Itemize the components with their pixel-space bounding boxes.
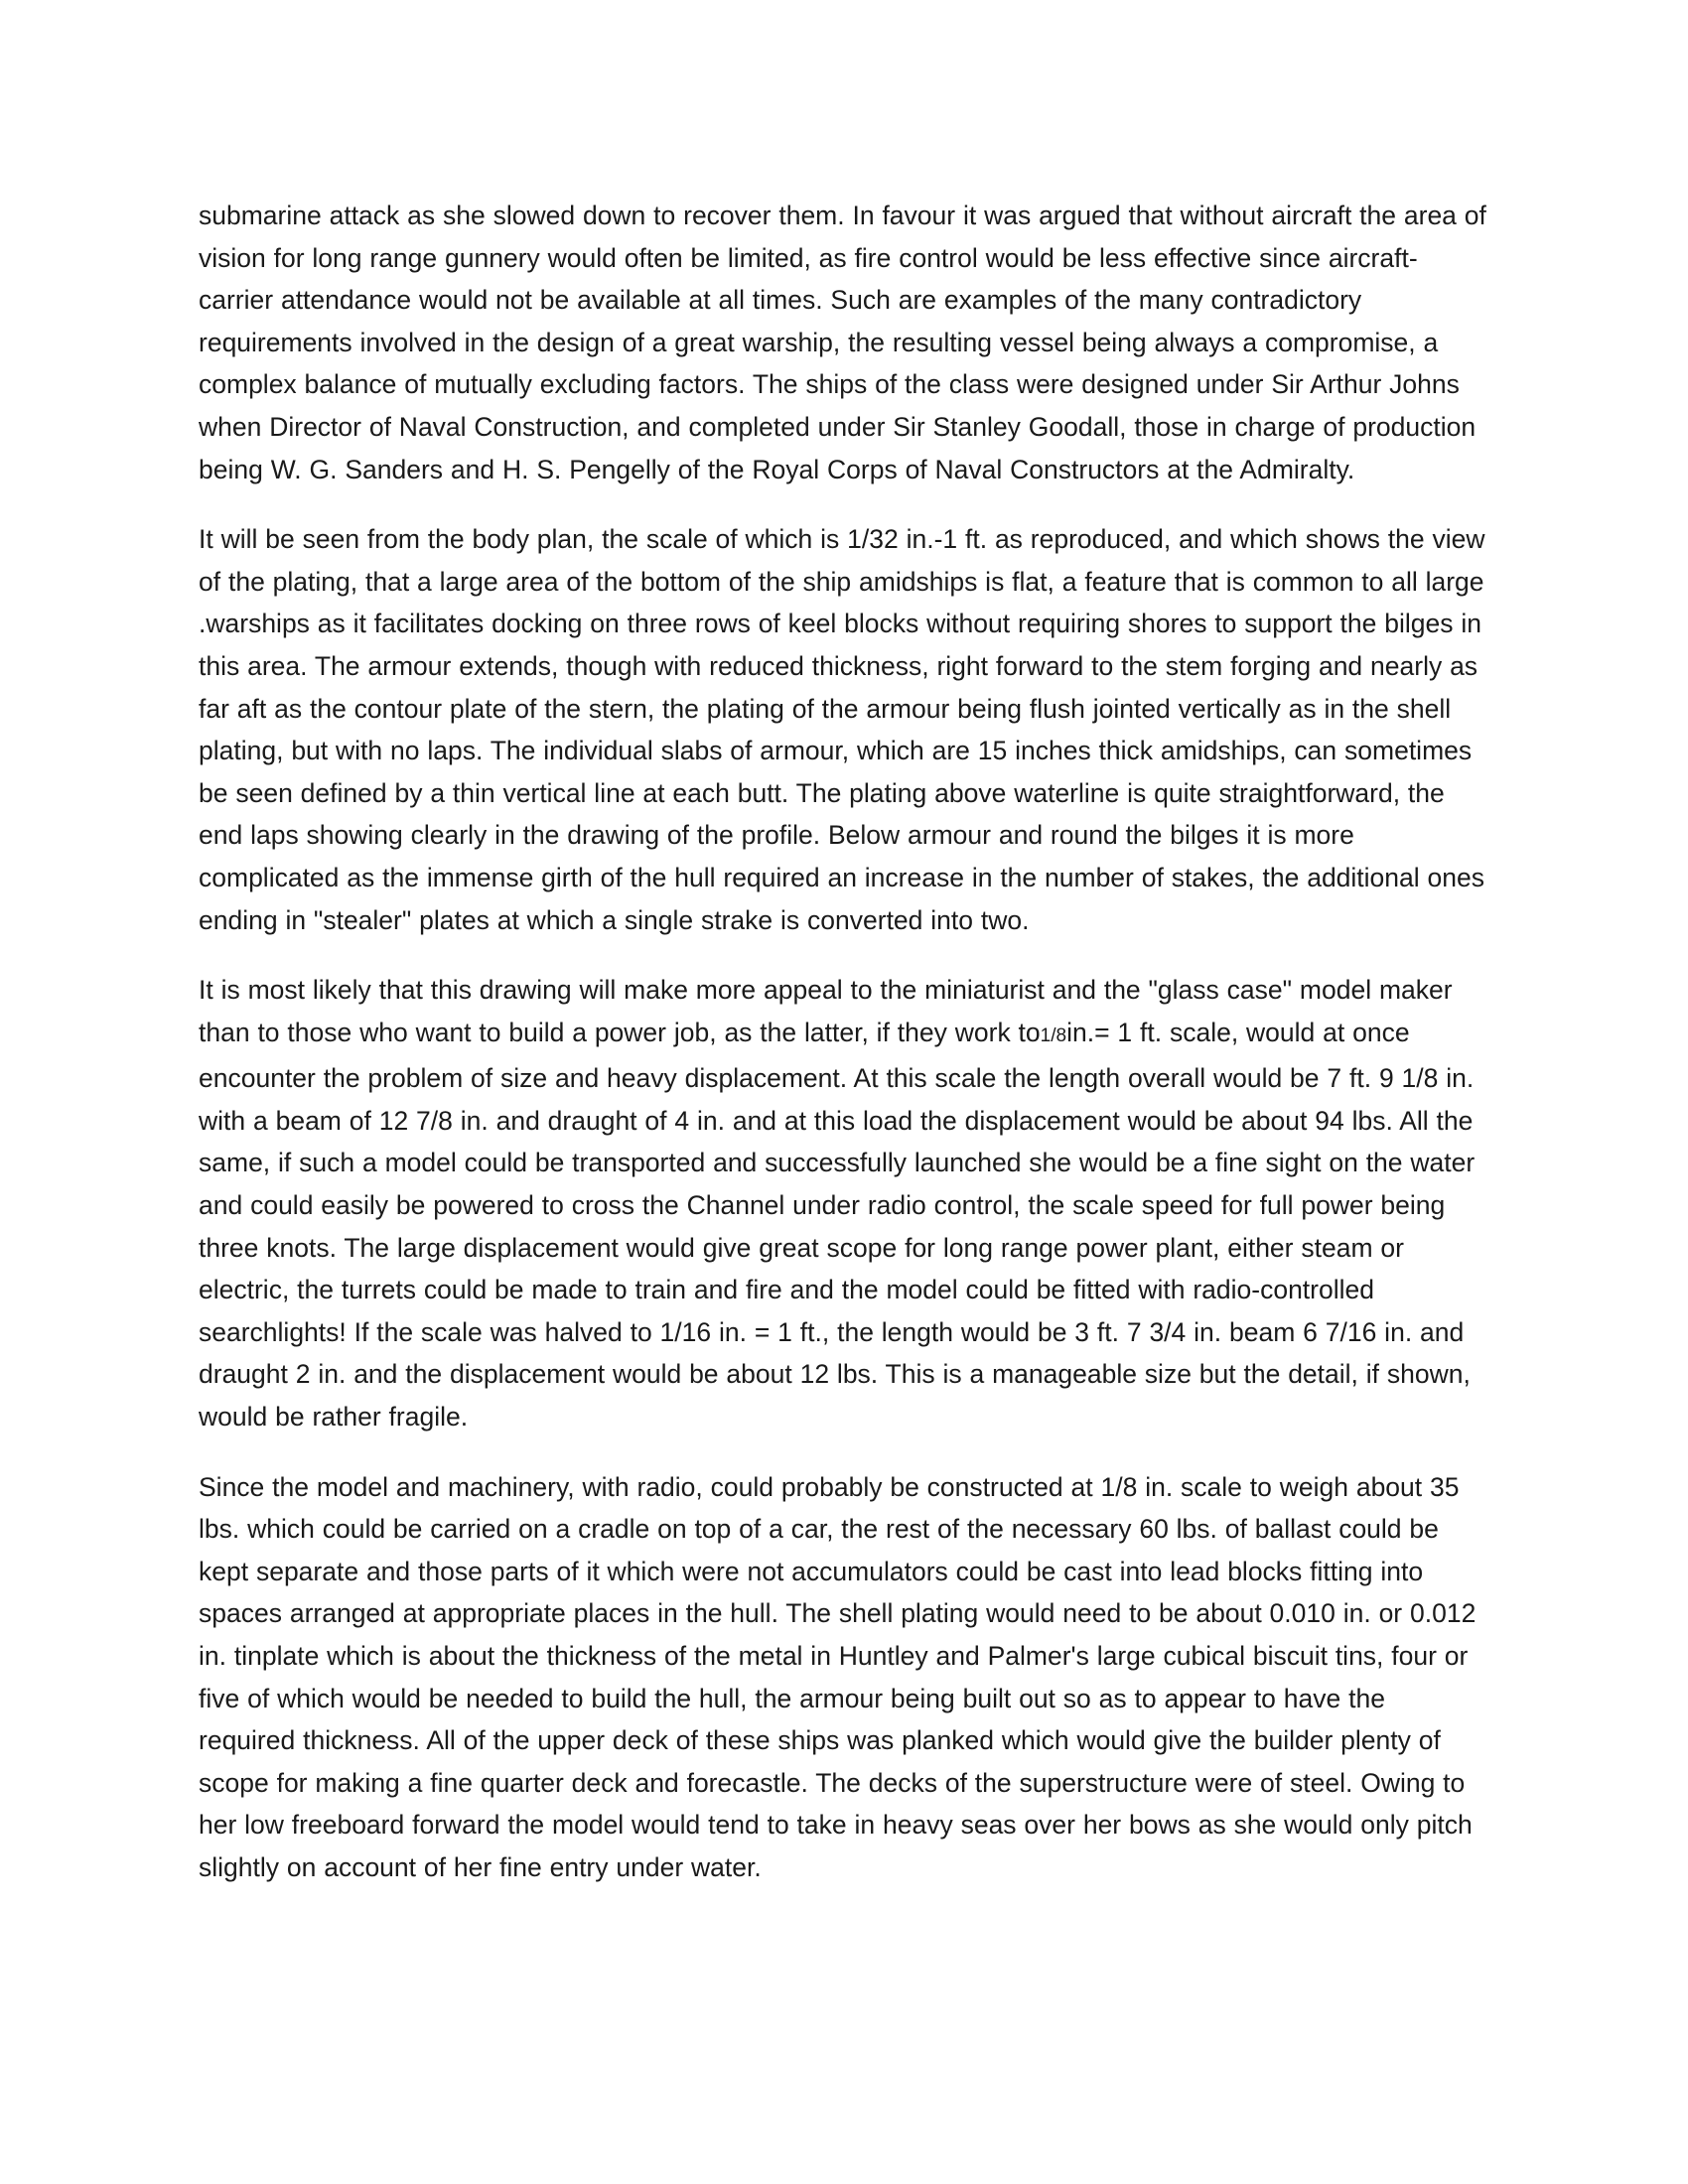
paragraph-3-text-after: in.= 1 ft. scale, would at once encounter the problem of size and heavy displacement. At this scale the length overall would be 7 ft. 9 1/8 in. with a beam of 12 7/8 in. and draught of 4 in. and at this load the displacement would be about 94 lbs. All the same, if such a model could be transported and successfully launched she would be a fine sight on the water and could easily be powered to cross the Channel under radio control, the scale speed for full power being three knots. The large displacement would give great scope for long range power plant, either steam or electric, the turrets could be made to train and fire and the model could be fitted with radio-controlled searchlights! If the scale was halved to 1/16 in. = 1 ft., the length would be 3 ft. 7 3/4 in. beam 6 7/16 in. and draught 2 in. and the displacement would be about 12 lbs. This is a manageable size but the detail, if shown, would be rather fragile. [199, 1017, 1476, 1433]
paragraph-4: Since the model and machinery, with radio, could probably be constructed at 1/8 in. scale to weigh about 35 lbs. which could be carried on a cradle on top of a car, the rest of the necessary 60 lbs. of ballast could be kept separate and those parts of it which were not accumulators could be cast into lead blocks fitting into spaces arranged at appropriate places in the hull. The shell plating would need to be about 0.010 in. or 0.012 in. tinplate which is about the thickness of the metal in Huntley and Palmer's large cubical biscuit tins, four or five of which would be needed to build the hull, the armour being built out so as to appear to have the required thickness. All of the upper deck of these ships was planked which would give the builder plenty of scope for making a fine quarter deck and forecastle. The decks of the superstructure were of steel. Owing to her low freeboard forward the model would tend to take in heavy seas over her bows as she would only pitch slightly on account of her fine entry under water. [199, 1471, 1477, 1882]
paragraph-3-small-fraction: 1/8 [1040, 1024, 1067, 1046]
paragraph-3 [199, 969, 1489, 1438]
document-body [199, 195, 1489, 1917]
paragraph-1: submarine attack as she slowed down to recover them. In favour it was argued that without aircraft the area of vision for long range gunnery would often be limited, as fire control would be less effective since aircraft-carrier attendance would not be available at all times. Such are examples of the many contradictory requirements involved in the design of a great warship, the resulting vessel being always a compromise, a complex balance of mutually excluding factors. The ships of the class were designed under Sir Arthur Johns when Director of Naval Construction, and completed under Sir Stanley Goodall, those in charge of production being W. G. Sanders and H. S. Pengelly of the Royal Corps of Naval Constructors at the Admiralty. [199, 201, 1486, 484]
paragraph-2: It will be seen from the body plan, the scale of which is 1/32 in.-1 ft. as reproduced, and which shows the view of the plating, that a large area of the bottom of the ship amidships is flat, a feature that is common to all large .warships as it facilitates docking on three rows of keel blocks without requiring shores to support the bilges in this area. The armour extends, though with reduced thickness, right forward to the stem forging and nearly as far aft as the contour plate of the stern, the plating of the armour being flush jointed vertically as in the shell plating, but with no laps. The individual slabs of armour, which are 15 inches thick amidships, can sometimes be seen defined by a thin vertical line at each butt. The plating above waterline is quite straightforward, the end laps showing clearly in the drawing of the profile. Below armour and round the bilges it is more complicated as the immense girth of the hull required an increase in the number of stakes, the additional ones ending in "stealer" plates at which a single strake is converted into two. [199, 524, 1485, 935]
paragraph-3-text-before: It is most likely that this drawing will make more appeal to the miniaturist and the "glass case" model maker than to those who want to build a power job, as the latter, if they work to [199, 975, 1453, 1047]
